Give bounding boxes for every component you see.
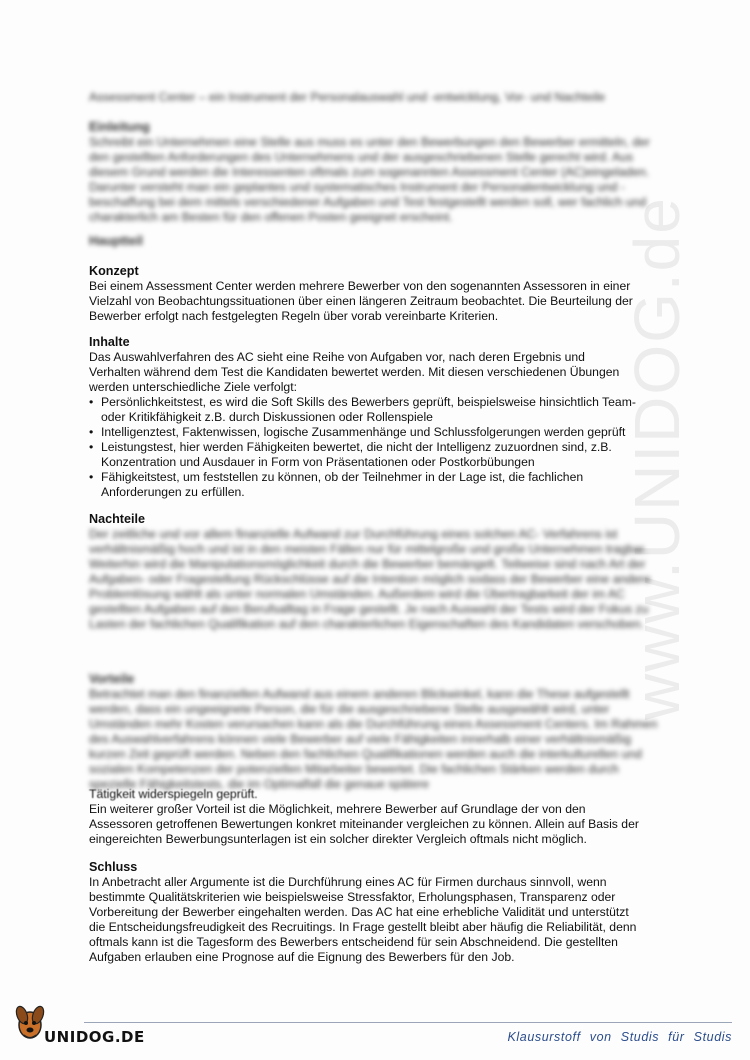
bullet-item xyxy=(89,470,664,500)
inhalte-line: Das Auswahlverfahren des AC sieht eine Reihe von Aufgaben vor, nach deren Ergebnis und xyxy=(89,350,585,364)
schluss-line: Aufgaben erlauben eine Prognose auf die Eignung des Bewerbers für den Job. xyxy=(89,950,515,964)
intro-body: Schreibt ein Unternehmen eine Stelle aus muss es unter den Bewerbungen den Bewerber ermitteln, der den gestellten Anforderungen des Unternehmens und der ausgeschriebenen Stelle gerecht wird. Aus diesem Grund werden die Interessenten oftmals zum sogenannten Assessment Center (AC)eingeladen. Darunter versteht man ein geplantes und systematisches Instrument der Personalentwicklung und -beschaffung bei dem mittels verschiedener Aufgaben und Test festgestellt werden soll, wer fachlich und charakterlich am Besten für den offenen Posten geeignet erscheint. xyxy=(89,135,650,224)
inhalte-section xyxy=(89,335,664,500)
vorteile-line: Ein weiterer großer Vorteil ist die Möglichkeit, mehrere Bewerber auf Grundlage der von den xyxy=(89,802,586,816)
nachteile-heading: Nachteile xyxy=(89,512,145,526)
bullet-line: oder Kritikfähigkeit z.B. durch Diskussionen oder Rollenspiele xyxy=(101,410,433,424)
konzept-line: Bei einem Assessment Center werden mehrere Bewerber von den sogenannten Assessoren in einer xyxy=(89,279,631,293)
logo-text: UNIDOG.DE xyxy=(44,1028,145,1046)
vorteile-partial-line: Tätigkeit widerspiegeln geprüft. xyxy=(89,787,258,801)
vorteile-blurred-body: Betrachtet man den finanziellen Aufwand aus einem anderen Blickwinkel, kann die These aufgestellt werden, dass ein ungeeignete Person, die für die ausgeschriebene Stelle ausgewählt wird, unter Umständen mehr Kosten verursachen kann als die Durchführung eines Assessment Centers. Im Rahmen des Auswahlverfahrens können viele Bewerber auf viele Fähigkeiten innerhalb einer verhältnismäßig kurzen Zeit geprüft werden. Neben den fachlichen Qualifikationen werden auch die interkulturellen und sozialen Kompetenzen der potenziellen Mitarbeiter bewertet. Die fachlichen Stärken werden durch spezielle Fähigkeitstests, die im Optimalfall die genaue spätere xyxy=(89,687,658,791)
schluss-line: In Anbetracht aller Argumente ist die Durchführung eines AC für Firmen durchaus sinnvoll, wenn xyxy=(89,875,607,889)
konzept-section xyxy=(89,264,664,324)
schluss-line: bestimmte Qualitätskriterien wie beispielsweise Stressfaktor, Erholungsphasen, Transparenz oder xyxy=(89,890,616,904)
intro-heading: Einleitung xyxy=(89,120,150,134)
main-heading xyxy=(89,234,664,249)
konzept-line: Vielzahl von Beobachtungssituationen über einen längeren Zeitraum beobachtet. Die Beurteilung der xyxy=(89,294,633,308)
bullet-line: • Persönlichkeitstest, es wird die Soft Skills des Bewerbers geprüft, beispielsweise hinsichtlich Team- xyxy=(101,395,636,409)
main-heading-text: Hauptteil xyxy=(89,234,143,248)
nachteile-body: Der zeitliche und vor allem finanzielle Aufwand zur Durchführung eines solchen AC- Verfahrens ist verhältnismäßig hoch und ist in den meisten Fällen nur für mittelgroße und große Unternehmen tragbar. Weiterhin wird die Manipulationsmöglichkeit durch die Bewerber bemängelt. Teilweise sind nach Art der Aufgaben- oder Fragestellung Rückschlüsse auf die Intention möglich sodass der Bewerber eine andere Problemlösung wählt als unter normalen Umständen. Außerdem wird die Übertragbarkeit der im AC gestellten Aufgaben auf den Berufsalltag in Frage gestellt. Je nach Auswahl der Tests wird der Fokus zu Lasten der fachlichen Qualifikation auf den charakterlichen Eigenschaften des Kandidaten verschoben. xyxy=(89,527,651,631)
document-title xyxy=(89,90,664,105)
watermark: www.UNIDOG.de xyxy=(621,196,693,720)
footer-divider xyxy=(84,1022,732,1023)
inhalte-line: werden unterschiedliche Ziele verfolgt: xyxy=(89,380,297,394)
bullet-line: • Leistungstest, hier werden Fähigkeiten bewertet, die nicht der Intelligenz zuzuordnen sind, z.B. xyxy=(101,440,612,454)
bullet-line: • Fähigkeitstest, um feststellen zu können, ob der Teilnehmer in der Lage ist, die fachlichen xyxy=(101,470,584,484)
vorteile-line: Assessoren getroffenen Bewertungen konkret miteinander vergleichen zu können. Allein auf Basis der xyxy=(89,817,639,831)
bullet-item xyxy=(89,425,664,440)
vorteile-heading: Vorteile xyxy=(89,672,135,686)
title-text: Assessment Center – ein Instrument der Personalauswahl und -entwicklung, Vor- und Nachteile xyxy=(89,90,606,104)
schluss-line: die Entscheidungsfreudigkeit des Recruitings. In Frage gestellt bleibt aber häufig die Reliabilität, denn xyxy=(89,920,637,934)
inhalte-bullet-list xyxy=(89,395,664,500)
bullet-line: • Intelligenztest, Faktenwissen, logische Zusammenhänge und Schlussfolgerungen werden geprüft xyxy=(101,425,626,439)
bullet-item xyxy=(89,395,664,425)
konzept-line: Bewerber erfolgt nach festgelegten Regeln über vorab vereinbarte Kriterien. xyxy=(89,309,499,323)
nachteile-section xyxy=(89,512,664,632)
schluss-line: oftmals kann ist die Tagesform des Bewerbers entscheidend für sein Abschneidend. Die gestellten xyxy=(89,935,618,949)
vorteile-section xyxy=(89,672,664,847)
intro-section xyxy=(89,120,664,225)
inhalte-line: Verhalten während dem Test die Kandidaten bewertet werden. Mit diesen verschiedenen Übungen xyxy=(89,365,620,379)
inhalte-heading: Inhalte xyxy=(89,335,130,349)
schluss-section xyxy=(89,860,664,965)
footer-tagline: Klausurstoff von Studis für Studis xyxy=(507,1030,732,1044)
konzept-heading: Konzept xyxy=(89,264,139,278)
bullet-line: Konzentration und Ausdauer in Form von Präsentationen oder Postkorbübungen xyxy=(101,455,535,469)
bullet-line: Anforderungen zu erfüllen. xyxy=(101,485,245,499)
vorteile-line: eingereichten Bewerbungsunterlagen ist ein solcher direkter Vergleich oftmals nicht möglich. xyxy=(89,832,587,846)
bullet-item xyxy=(89,440,664,470)
schluss-line: Vorbereitung der Bewerber eingehalten werden. Das AC hat eine erhebliche Validität und unterstützt xyxy=(89,905,629,919)
schluss-heading: Schluss xyxy=(89,860,138,874)
